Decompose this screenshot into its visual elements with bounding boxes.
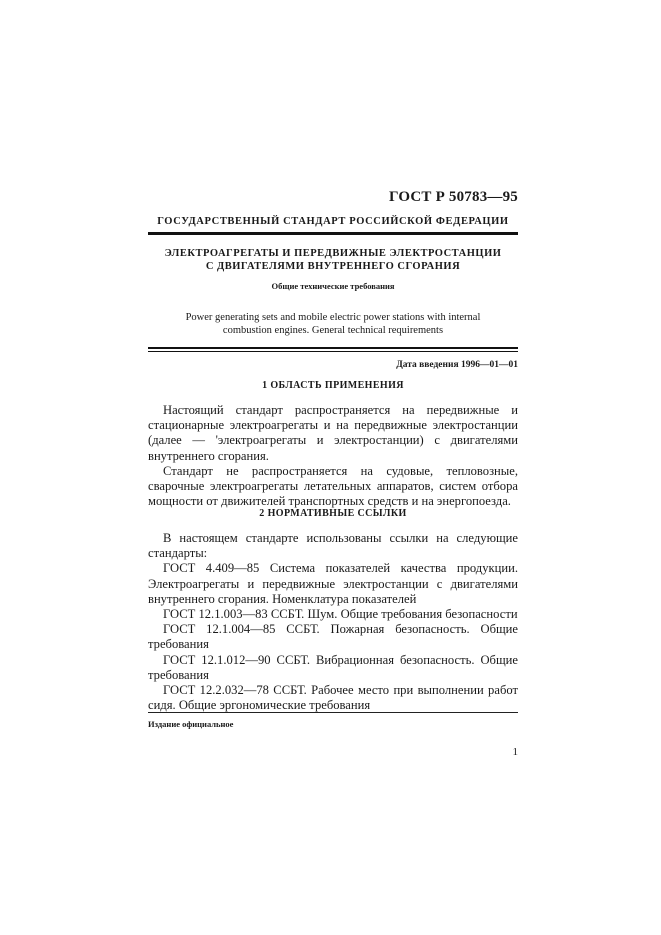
english-title-line-1: Power generating sets and mobile electric power stations with internal	[185, 312, 481, 323]
section-1-heading: 1 ОБЛАСТЬ ПРИМЕНЕНИЯ	[262, 380, 404, 391]
reference-item: ГОСТ 12.1.012—90 ССБТ. Вибрационная безопасность. Общие требования	[148, 652, 518, 682]
english-title-line-2: combustion engines. General technical requirements	[222, 325, 444, 336]
reference-item: ГОСТ 12.2.032—78 ССБТ. Рабочее место при выполнении работ сидя. Общие эргономические требования	[148, 683, 518, 713]
section-2-heading: 2 НОРМАТИВНЫЕ ССЫЛКИ	[259, 508, 407, 519]
standard-designation: ГОСТ Р 50783—95	[388, 189, 518, 205]
english-title	[148, 311, 518, 337]
section-2-paragraph: В настоящем стандарте использованы ссылки на следующие стандарты:	[148, 531, 518, 561]
official-edition-note: Издание официальное	[148, 719, 234, 729]
reference-item: ГОСТ 12.1.003—83 ССБТ. Шум. Общие требования безопасности	[163, 607, 518, 622]
section-2-body	[148, 531, 518, 713]
section-1-body	[148, 403, 518, 509]
header-divider	[148, 232, 518, 235]
document-title	[148, 247, 518, 273]
title-line-2: С ДВИГАТЕЛЯМИ ВНУТРЕННЕГО СГОРАНИЯ	[205, 261, 461, 272]
title-line-1: ЭЛЕКТРОАГРЕГАТЫ И ПЕРЕДВИЖНЫЕ ЭЛЕКТРОСТАНЦИИ	[164, 248, 502, 259]
page-number: 1	[512, 746, 518, 758]
footer-divider	[148, 712, 518, 713]
title-divider-top	[148, 347, 518, 349]
reference-item: ГОСТ 12.1.004—85 ССБТ. Пожарная безопасность. Общие требования	[148, 622, 518, 652]
document-subtitle: Общие технические требования	[271, 281, 395, 291]
section-1-paragraph: Стандарт не распространяется на судовые, тепловозные, сварочные электроагрегаты летательных аппаратов, систем отбора мощности от движителей транспортных средств и на энергопоезда.	[148, 463, 518, 509]
reference-item: ГОСТ 4.409—85 Система показателей качества продукции. Электроагрегаты и передвижные электростанции с двигателями внутреннего сгорания. Номенклатура показателей	[148, 561, 518, 606]
section-1-paragraph: Настоящий стандарт распространяется на передвижные и стационарные электроагрегаты и на передвижные электростанции (далее — 'электроагрегаты и электростанции) с двигателями внутреннего сгорания.	[148, 403, 518, 463]
state-standard-heading: ГОСУДАРСТВЕННЫЙ СТАНДАРТ РОССИЙСКОЙ ФЕДЕРАЦИИ	[157, 216, 509, 227]
introduction-date: Дата введения 1996—01—01	[396, 360, 518, 370]
title-divider-bottom	[148, 351, 518, 352]
